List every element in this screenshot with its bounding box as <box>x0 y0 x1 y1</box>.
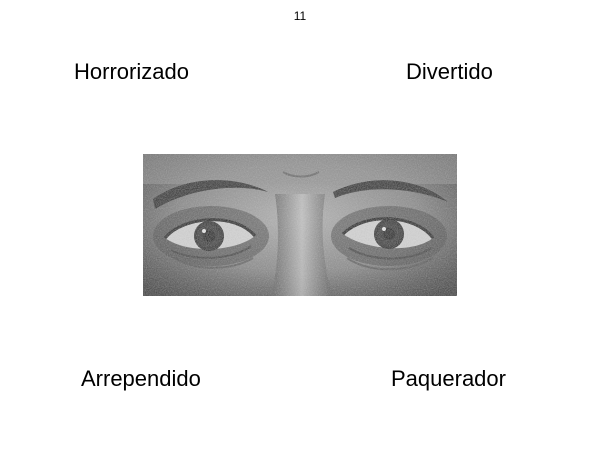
option-bottom-right[interactable]: Paquerador <box>391 366 506 391</box>
page-number: 11 <box>293 9 307 23</box>
option-bottom-left[interactable]: Arrependido <box>81 366 201 391</box>
option-top-right[interactable]: Divertido <box>406 59 493 84</box>
eyes-photo-graphic <box>143 154 457 296</box>
option-top-left[interactable]: Horrorizado <box>74 59 189 84</box>
eyes-photo <box>143 154 457 296</box>
